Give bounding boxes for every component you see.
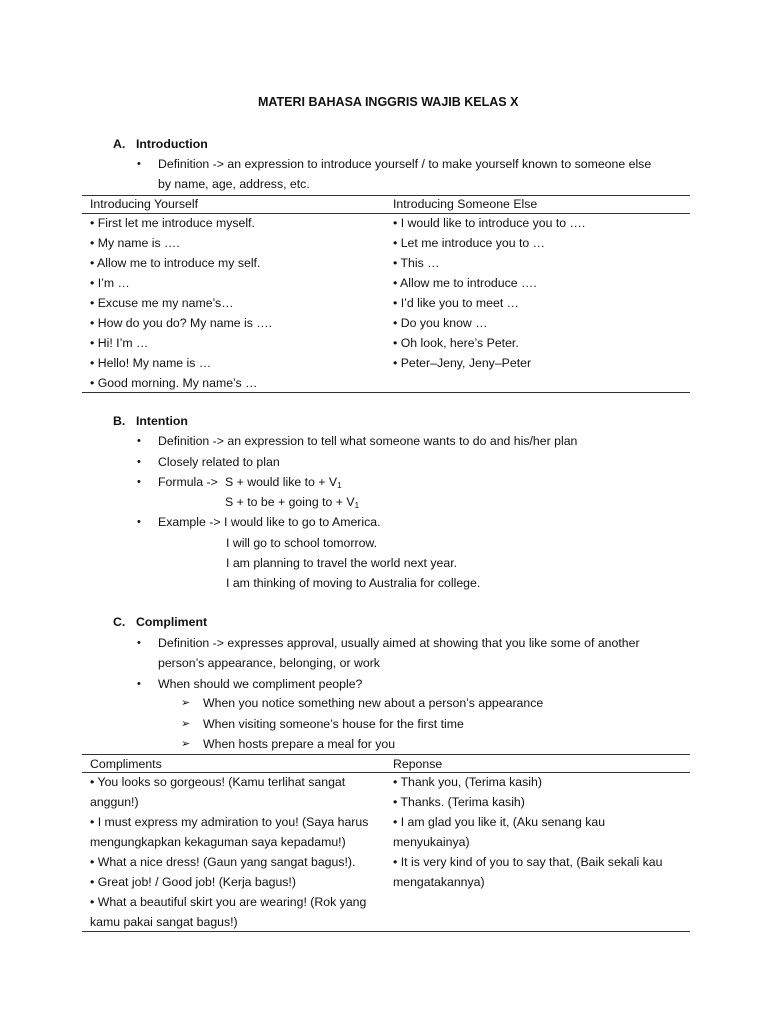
section-c-definition-line2: person’s appearance, belonging, or work <box>158 656 380 670</box>
section-b-heading: Intention <box>136 414 188 428</box>
arrow-bullet-icon: ➢ <box>181 697 191 709</box>
bullet-icon: • <box>137 678 141 690</box>
table-c-cell-line: • I am glad you like it, (Aku senang kau <box>393 815 606 829</box>
table-c-cell-line: mengungkapkan kekaguman saya kepadamu!) <box>90 835 346 849</box>
table-a-cell: • I’d like you to meet … <box>393 296 519 310</box>
bullet-icon: • <box>137 435 141 447</box>
table-a-cell: • My name is …. <box>90 236 180 250</box>
table-a-cell: • Allow me to introduce my self. <box>90 256 261 270</box>
section-c-heading: Compliment <box>136 615 208 629</box>
table-a-cell: • Hi! I’m … <box>90 336 149 350</box>
section-c-definition-line1: Definition -> expresses approval, usually aimed at showing that you like some of another <box>158 636 640 650</box>
section-c-letter: C. <box>113 615 126 629</box>
table-c-cell-line: • Thank you, (Terima kasih) <box>393 775 542 789</box>
table-a-cell: • Hello! My name is … <box>90 356 212 370</box>
section-c-when: When should we compliment people? <box>158 677 363 691</box>
table-a-cell: • Good morning. My name’s … <box>90 376 258 390</box>
table-c-cell-line: kamu pakai sangat bagus!) <box>90 915 238 929</box>
bullet-icon: • <box>137 158 141 170</box>
section-a-definition-line2: by name, age, address, etc. <box>158 177 310 191</box>
table-a-cell: • Do you know … <box>393 316 488 330</box>
section-b-example-label: Example -> <box>158 515 221 529</box>
arrow-bullet-icon: ➢ <box>181 718 191 730</box>
table-c-header-col2: Reponse <box>393 757 443 771</box>
table-c-cell-line: • Thanks. (Terima kasih) <box>393 795 525 809</box>
table-a-header-col1: Introducing Yourself <box>90 197 199 211</box>
table-a-cell: • Allow me to introduce …. <box>393 276 537 290</box>
table-c-top-rule <box>82 754 690 755</box>
table-c-cell-line: • It is very kind of you to say that, (Baik sekali kau <box>393 855 663 869</box>
table-a-cell: • I’m … <box>90 276 130 290</box>
table-a-bottom-rule <box>82 392 690 393</box>
table-a-cell: • Oh look, here’s Peter. <box>393 336 519 350</box>
section-c-arrow-item: When you notice something new about a person’s appearance <box>203 696 544 710</box>
section-b-formula-2: S + to be + going to + $V_1$ <box>225 495 360 510</box>
section-b-example: I will go to school tomorrow. <box>226 536 378 550</box>
table-c-cell-line: • You looks so gorgeous! (Kamu terlihat sangat <box>90 775 346 789</box>
section-b-example: I would like to go to America. <box>224 515 381 529</box>
bullet-icon: • <box>137 516 141 528</box>
table-c-header-col1: Compliments <box>90 757 162 771</box>
table-c-cell-line: mengatakannya) <box>393 875 485 889</box>
table-c-cell-line: anggun!) <box>90 795 139 809</box>
arrow-bullet-icon: ➢ <box>181 738 191 750</box>
section-a-definition-line1: Definition -> an expression to introduce yourself / to make yourself known to someone else <box>158 157 652 171</box>
bullet-icon: • <box>137 456 141 468</box>
table-c-cell-line: • What a nice dress! (Gaun yang sangat bagus!). <box>90 855 356 869</box>
table-c-cell-line: • I must express my admiration to you! (Saya harus <box>90 815 369 829</box>
table-a-cell: • Let me introduce you to … <box>393 236 545 250</box>
section-b-example: I am thinking of moving to Australia for college. <box>226 576 481 590</box>
section-b-formula-label: Formula -> <box>158 475 218 489</box>
section-b-example: I am planning to travel the world next year. <box>226 556 458 570</box>
table-a-cell: • First let me introduce myself. <box>90 216 255 230</box>
section-c-arrow-item: When hosts prepare a meal for you <box>203 737 396 751</box>
table-a-cell: • I would like to introduce you to …. <box>393 216 586 230</box>
document-title: MATERI BAHASA INGGRIS WAJIB KELAS X <box>258 95 519 109</box>
table-a-cell: • How do you do? My name is …. <box>90 316 273 330</box>
section-c-arrow-item: When visiting someone’s house for the first time <box>203 717 464 731</box>
section-b-definition: Definition -> an expression to tell what someone wants to do and his/her plan <box>158 434 578 448</box>
section-a-heading: Introduction <box>136 137 208 151</box>
bullet-icon: • <box>137 476 141 488</box>
table-a-cell: • Excuse me my name’s… <box>90 296 234 310</box>
table-c-cell-line: • Great job! / Good job! (Kerja bagus!) <box>90 875 296 889</box>
table-a-cell: • Peter–Jeny, Jeny–Peter <box>393 356 532 370</box>
section-b-formula-1: S + would like to + $V_1$ <box>225 475 342 490</box>
table-c-cell-line: menyukainya) <box>393 835 470 849</box>
bullet-icon: • <box>137 637 141 649</box>
table-c-cell-line: • What a beautiful skirt you are wearing! (Rok yang <box>90 895 367 909</box>
section-b-letter: B. <box>113 414 126 428</box>
section-b-related: Closely related to plan <box>158 455 280 469</box>
section-a-letter: A. <box>113 137 126 151</box>
table-a-header-col2: Introducing Someone Else <box>393 197 538 211</box>
table-a-cell: • This … <box>393 256 440 270</box>
table-c-bottom-rule <box>82 931 690 932</box>
